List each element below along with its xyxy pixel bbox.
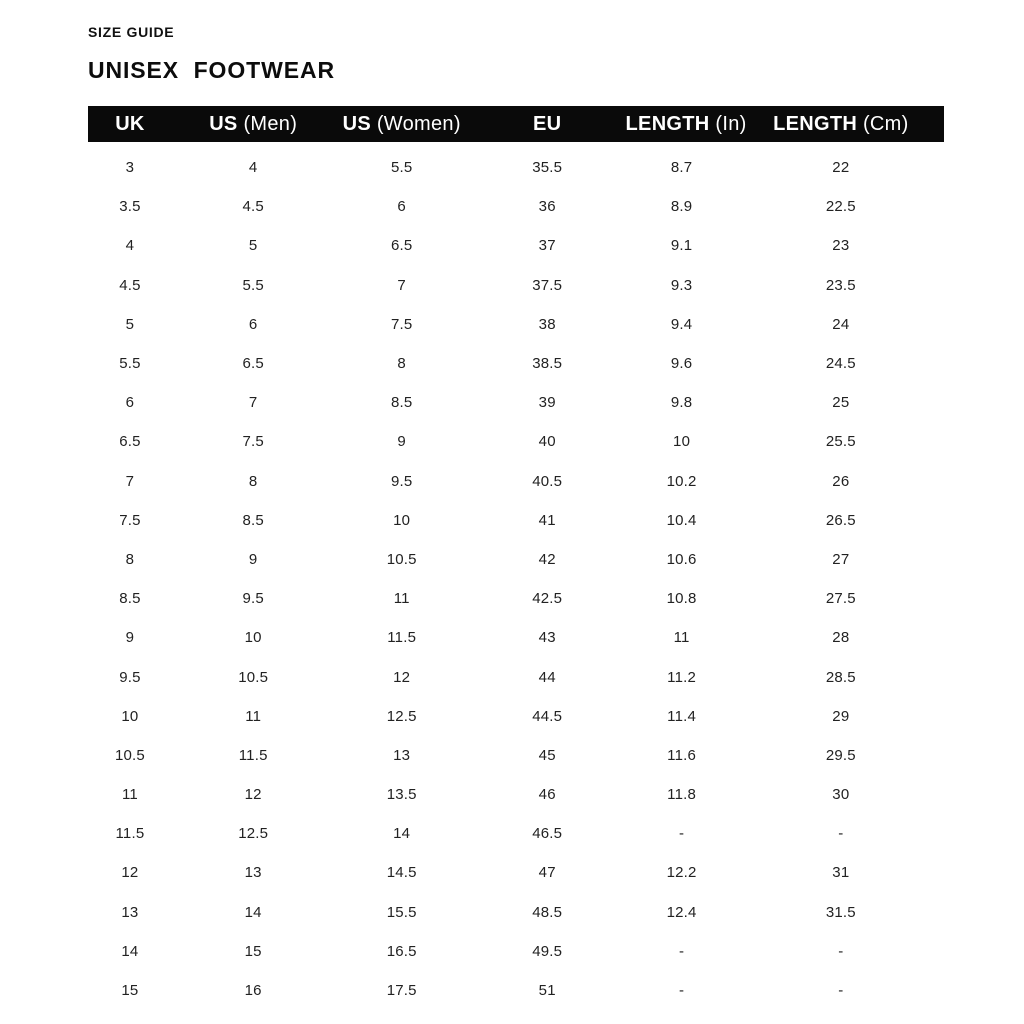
size-cell-us-women: 6: [397, 198, 406, 216]
size-cell-uk: 15: [121, 982, 139, 1000]
table-row: [88, 462, 944, 501]
column-header-length-in: [625, 106, 747, 142]
size-cell-length-cm: 24: [832, 315, 850, 333]
size-cell-length-cm: 26.5: [825, 511, 856, 529]
size-cell-length-cm: -: [838, 982, 844, 1000]
size-cell-us-men: 5: [248, 237, 258, 255]
size-cell-eu: 44.5: [532, 707, 563, 725]
size-cell-us-men: 14: [244, 903, 262, 921]
size-cell-uk: 13: [121, 903, 139, 921]
size-cell-uk: 7: [125, 472, 135, 490]
table-row: [88, 226, 944, 265]
size-cell-length-in: 10: [673, 433, 691, 451]
size-cell-length-cm: 23: [832, 237, 850, 255]
table-row: [88, 618, 944, 657]
table-row: [88, 971, 944, 1010]
size-cell-us-men: 6.5: [242, 355, 264, 373]
size-cell-eu: 37.5: [532, 276, 563, 294]
size-cell-eu: 37: [538, 237, 556, 255]
size-cell-us-women: 9: [397, 433, 406, 451]
size-cell-eu: 39: [538, 394, 556, 412]
size-cell-uk: 4.5: [119, 276, 141, 294]
column-header-label: EU: [533, 112, 562, 135]
size-cell-length-in: 11.8: [667, 786, 697, 804]
size-cell-uk: 12: [121, 864, 139, 882]
size-cell-length-in: 11.2: [667, 668, 697, 686]
size-cell-length-in: 9.1: [670, 237, 693, 255]
size-cell-uk: 8.5: [119, 590, 141, 608]
size-cell-us-women: 6.5: [390, 237, 413, 255]
size-cell-length-in: 9.6: [670, 355, 693, 373]
table-row: [88, 814, 944, 853]
size-cell-uk: 9: [125, 629, 135, 647]
table-row: [88, 501, 944, 540]
column-header-label: LENGTH: [773, 112, 858, 135]
size-cell-uk: 5.5: [119, 355, 141, 373]
table-row: [88, 305, 944, 344]
size-cell-us-women: 9.5: [390, 472, 413, 490]
size-cell-length-in: 8.9: [670, 198, 693, 216]
size-cell-uk: 5: [125, 315, 135, 333]
size-cell-us-men: 9: [248, 550, 258, 568]
column-header-uk: [88, 106, 172, 142]
size-cell-length-in: 9.3: [670, 276, 693, 294]
size-cell-length-in: 10.8: [666, 590, 697, 608]
size-cell-us-women: 7: [397, 276, 406, 294]
size-cell-us-men: 10.5: [238, 668, 269, 686]
size-cell-eu: 43: [538, 629, 556, 647]
column-header-label: US: [209, 112, 238, 135]
column-header-length-cm: [738, 106, 944, 142]
size-table: [88, 106, 944, 1010]
size-cell-uk: 11: [121, 786, 138, 804]
size-cell-us-women: 17.5: [386, 982, 417, 1000]
table-row: [88, 657, 944, 696]
size-cell-uk: 6.5: [119, 433, 141, 451]
size-cell-eu: 40.5: [532, 472, 563, 490]
table-row: [88, 932, 944, 971]
table-row: [88, 540, 944, 579]
size-cell-us-men: 6: [248, 315, 258, 333]
size-cell-length-in: 12.2: [666, 864, 697, 882]
size-cell-us-women: 13: [393, 746, 411, 764]
size-cell-length-cm: 28: [832, 629, 850, 647]
size-cell-us-men: 7.5: [242, 433, 264, 451]
size-cell-us-women: 11.5: [387, 629, 417, 647]
size-cell-uk: 10: [121, 707, 139, 725]
size-cell-length-cm: 31: [832, 864, 850, 882]
size-cell-us-women: 10: [393, 511, 411, 529]
size-cell-length-cm: 31.5: [825, 903, 856, 921]
size-cell-us-women: 8: [397, 355, 406, 373]
size-cell-uk: 6: [125, 394, 135, 412]
size-cell-us-men: 15: [244, 942, 262, 960]
size-cell-length-cm: 30: [832, 786, 850, 804]
size-cell-eu: 36: [538, 198, 556, 216]
size-cell-us-women: 15.5: [386, 903, 417, 921]
size-cell-length-in: 12.4: [666, 903, 697, 921]
size-cell-eu: 40: [538, 433, 556, 451]
table-row: [88, 697, 944, 736]
size-cell-us-men: 4: [248, 159, 258, 177]
size-cell-uk: 10.5: [114, 746, 145, 764]
size-cell-length-cm: 25.5: [825, 433, 856, 451]
size-cell-us-women: 16.5: [386, 942, 417, 960]
size-cell-us-women: 8.5: [390, 394, 413, 412]
column-header-sublabel: (In): [715, 112, 747, 135]
size-cell-us-men: 12.5: [238, 825, 269, 843]
size-cell-us-men: 10: [244, 629, 262, 647]
size-cell-us-women: 12: [393, 668, 411, 686]
size-cell-eu: 47: [538, 864, 556, 882]
size-cell-eu: 51: [538, 982, 556, 1000]
size-cell-length-cm: 26: [832, 472, 850, 490]
size-cell-uk: 3: [125, 159, 135, 177]
size-cell-us-men: 5.5: [242, 276, 264, 294]
size-cell-eu: 38.5: [532, 355, 563, 373]
size-cell-length-in: -: [678, 825, 685, 843]
column-header-eu: [469, 106, 626, 142]
header-row: [88, 106, 944, 142]
size-cell-length-in: 9.4: [670, 315, 693, 333]
table-row: [88, 893, 944, 932]
size-cell-eu: 42.5: [532, 590, 563, 608]
column-header-label: US: [342, 112, 371, 135]
table-row: [88, 853, 944, 892]
size-cell-us-women: 13.5: [386, 786, 417, 804]
size-cell-us-men: 8.5: [242, 511, 264, 529]
size-cell-eu: 38: [538, 315, 556, 333]
size-cell-us-men: 8: [248, 472, 258, 490]
size-cell-length-cm: 29.5: [825, 746, 856, 764]
size-cell-length-cm: 22.5: [825, 198, 856, 216]
size-cell-length-in: 11: [673, 629, 690, 647]
size-cell-length-in: 10.2: [666, 472, 697, 490]
size-cell-uk: 7.5: [119, 511, 141, 529]
size-cell-length-in: 11.4: [667, 707, 697, 725]
column-header-label: UK: [115, 112, 145, 135]
table-row: [88, 344, 944, 383]
size-cell-length-in: 8.7: [670, 159, 693, 177]
size-cell-uk: 3.5: [119, 198, 141, 216]
column-header-sublabel: (Men): [243, 112, 298, 135]
size-table-body: [88, 142, 944, 1010]
size-cell-uk: 4: [125, 237, 135, 255]
size-cell-length-cm: 27.5: [825, 590, 856, 608]
table-row: [88, 736, 944, 775]
size-cell-us-men: 9.5: [242, 590, 264, 608]
size-cell-us-men: 11.5: [238, 746, 268, 764]
size-cell-us-men: 13: [244, 864, 262, 882]
size-cell-us-women: 11: [393, 590, 410, 608]
size-cell-uk: 14: [121, 942, 139, 960]
size-cell-eu: 41: [538, 511, 556, 529]
table-row: [88, 775, 944, 814]
table-row: [88, 383, 944, 422]
size-cell-us-women: 10.5: [386, 550, 417, 568]
size-cell-eu: 46.5: [532, 825, 563, 843]
size-cell-us-women: 14: [393, 825, 411, 843]
size-cell-length-in: -: [678, 982, 685, 1000]
size-cell-length-cm: -: [838, 825, 844, 843]
size-cell-eu: 45: [538, 746, 556, 764]
size-table-header: [88, 106, 944, 142]
size-cell-length-in: 9.8: [670, 394, 693, 412]
size-cell-length-in: 10.4: [666, 511, 697, 529]
size-cell-length-in: 10.6: [666, 550, 697, 568]
size-cell-us-men: 12: [244, 786, 262, 804]
size-cell-eu: 35.5: [532, 159, 563, 177]
size-cell-uk: 9.5: [119, 668, 141, 686]
size-cell-us-women: 14.5: [386, 864, 417, 882]
size-cell-length-cm: 23.5: [825, 276, 856, 294]
size-cell-us-men: 7: [248, 394, 258, 412]
size-cell-length-cm: 25: [832, 394, 850, 412]
table-row: [88, 422, 944, 461]
size-cell-us-women: 5.5: [390, 159, 413, 177]
table-row: [88, 148, 944, 187]
size-cell-eu: 49.5: [532, 942, 563, 960]
size-cell-us-men: 4.5: [242, 198, 264, 216]
column-header-label: LENGTH: [625, 112, 710, 135]
size-cell-length-cm: 28.5: [825, 668, 856, 686]
size-cell-eu: 42: [538, 550, 556, 568]
size-cell-uk: 8: [125, 550, 135, 568]
size-cell-length-cm: 29: [832, 707, 850, 725]
size-cell-length-in: -: [678, 942, 685, 960]
page-title: UNISEX FOOTWEAR: [88, 57, 335, 83]
column-header-us-men: [172, 106, 335, 142]
size-cell-length-cm: 27: [832, 550, 850, 568]
size-cell-us-men: 11: [245, 707, 262, 725]
size-cell-length-in: 11.6: [667, 746, 697, 764]
table-row: [88, 187, 944, 226]
size-cell-eu: 48.5: [532, 903, 563, 921]
size-cell-us-women: 12.5: [386, 707, 417, 725]
size-cell-eu: 44: [538, 668, 556, 686]
column-header-sublabel: (Women): [376, 112, 461, 135]
column-header-sublabel: (Cm): [862, 112, 909, 135]
size-cell-us-women: 7.5: [390, 315, 413, 333]
size-cell-us-men: 16: [244, 982, 262, 1000]
size-cell-length-cm: 22: [832, 159, 850, 177]
size-cell-length-cm: 24.5: [825, 355, 856, 373]
size-guide-eyebrow: SIZE GUIDE: [88, 24, 175, 40]
size-cell-uk: 11.5: [115, 825, 145, 843]
table-row: [88, 579, 944, 618]
size-cell-eu: 46: [538, 786, 556, 804]
column-header-us-women: [335, 106, 469, 142]
table-row: [88, 266, 944, 305]
size-cell-length-cm: -: [838, 942, 844, 960]
